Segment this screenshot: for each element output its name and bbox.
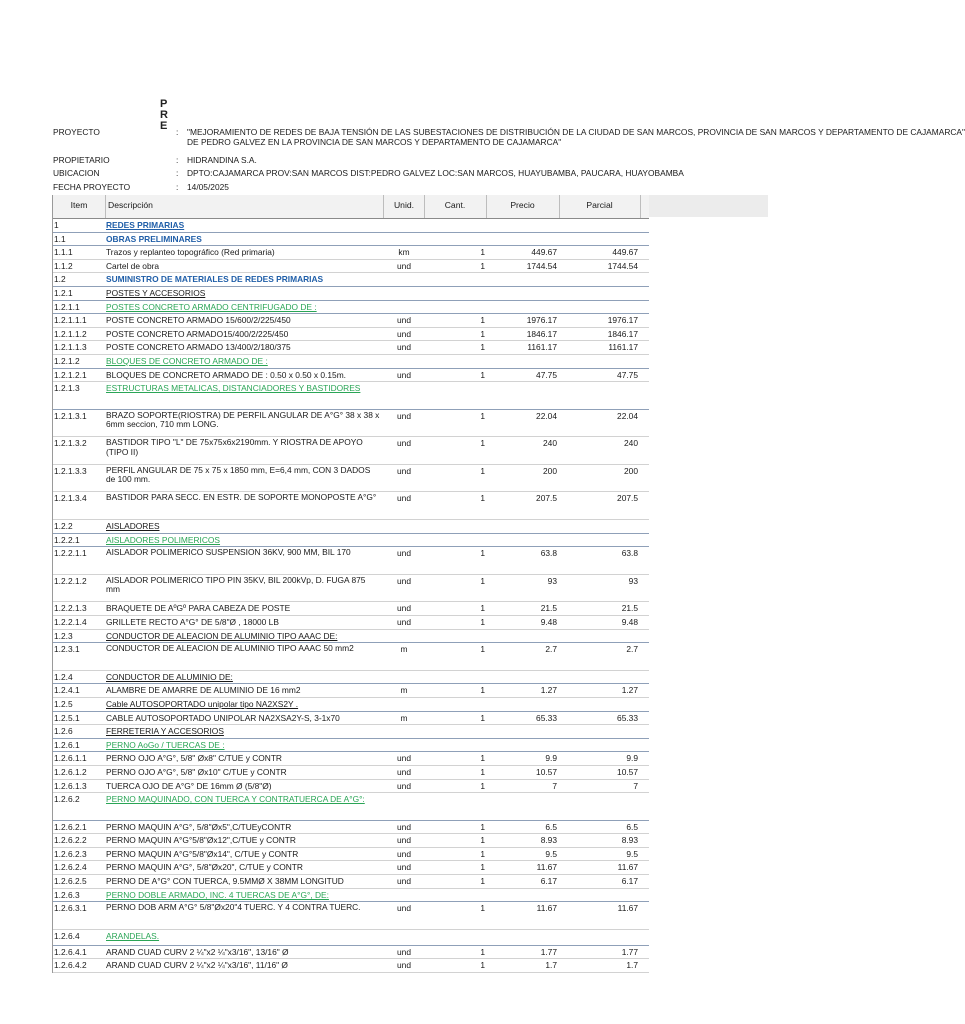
row-partial: 207.5 [617,493,638,504]
row-partial: 200 [624,465,638,476]
row-price: 11.67 [536,862,557,873]
table-row[interactable] [53,219,649,233]
row-item-code: 1.2.1.1.1 [54,315,87,326]
row-partial: 93 [628,575,638,586]
row-description: ARAND CUAD CURV 2 ¼"x2 ¼"x3/16", 11/16" Ø [106,960,288,971]
info-colon: : [176,155,179,165]
table-row[interactable] [53,793,649,821]
row-unit: und [397,780,411,791]
row-quantity: 1 [480,780,485,791]
row-item-code: 1.2.4 [54,671,73,682]
row-description: BLOQUES DE CONCRETO ARMADO DE : [106,355,268,366]
row-description: AISLADOR POLIMERICO TIPO PIN 35KV, BIL 200kVp, D. FUGA 875 mm [106,574,366,595]
row-quantity: 1 [480,548,485,559]
row-item-code: 1.2.6.3 [54,889,80,900]
company-logo [160,98,174,132]
row-item-code: 1.2.2.1.2 [54,575,87,586]
row-unit: und [397,575,411,586]
row-quantity: 1 [480,712,485,723]
table-row[interactable] [53,575,649,603]
table-row[interactable] [53,848,649,862]
budget-table [52,195,649,973]
row-unit: und [397,616,411,627]
row-description: PERNO DE A°G° CON TUERCA, 9.5MMØ X 38MM LONGITUD [106,876,344,887]
row-item-code: 1.2.6.4 [54,930,80,941]
row-quantity: 1 [480,575,485,586]
info-value: HIDRANDINA S.A. [187,155,257,165]
row-quantity: 1 [480,753,485,764]
row-quantity: 1 [480,685,485,696]
table-row[interactable] [53,492,649,520]
row-price: 8.93 [540,835,557,846]
row-item-code: 1.2.6.4.2 [54,960,87,971]
table-row[interactable] [53,698,649,712]
row-quantity: 1 [480,821,485,832]
row-item-code: 1.2.2 [54,521,73,531]
info-value-line2: DE PEDRO GALVEZ EN LA PROVINCIA DE SAN MARCOS Y DEPARTAMENTO DE CAJAMARCA" [187,137,562,147]
info-label: UBICACION [53,168,100,178]
row-item-code: 1.2.1.2.1 [54,369,87,380]
table-row[interactable] [53,410,649,438]
logo-letter: E [160,120,168,132]
row-description: TUERCA OJO DE A°G° DE 16mm Ø (5/8"Ø) [106,780,272,791]
table-row[interactable] [53,602,649,616]
row-quantity: 1 [480,603,485,614]
row-description: PERNO DOBLE ARMADO, INC. 4 TUERCAS DE A°G°, DE: [106,889,329,900]
row-description: SUMINISTRO DE MATERIALES DE REDES PRIMARIAS [106,274,324,285]
row-price: 2.7 [545,644,557,655]
row-item-code: 1.2.6.2.1 [54,821,87,832]
row-unit: und [397,410,411,421]
row-quantity: 1 [480,835,485,846]
row-item-code: 1.2 [54,274,66,285]
row-description: ARAND CUAD CURV 2 ¼"x2 ¼"x3/16", 13/16" Ø [106,946,289,957]
row-description: POSTES Y ACCESORIOS [106,287,206,298]
info-label: PROPIETARIO [53,155,110,165]
row-price: 47.75 [536,369,557,380]
info-colon: : [176,127,179,137]
row-unit: und [397,876,411,887]
table-row[interactable] [53,902,649,930]
row-description: PERNO MAQUINADO, CON TUERCA Y CONTRATUERCA DE A°G°: [106,794,365,805]
row-item-code: 1.2.1.1.3 [54,342,87,353]
table-row[interactable] [53,861,649,875]
header-extension [648,195,768,217]
row-quantity: 1 [480,493,485,504]
row-partial: 7 [633,780,638,791]
row-unit: und [397,848,411,859]
row-description: PERNO OJO A°G°, 5/8" Øx8" C/TUE y CONTR [106,753,282,764]
row-partial: 1161.17 [608,342,638,353]
table-row[interactable] [53,889,649,903]
row-item-code: 1.2.6.2.3 [54,848,87,859]
row-description: PERFIL ANGULAR DE 75 x 75 x 1850 mm, E=6,4 mm, CON 3 DADOS de 100 mm. [106,464,371,485]
row-unit: m [400,685,408,696]
row-price: 93 [547,575,557,586]
row-quantity: 1 [480,616,485,627]
row-unit: und [397,835,411,846]
row-item-code: 1.2.6.2.2 [54,835,87,846]
row-unit: und [397,315,411,326]
table-row[interactable] [53,287,649,301]
info-label: PROYECTO [53,127,100,137]
table-row[interactable] [53,273,649,287]
table-row[interactable] [53,946,649,960]
row-description: CABLE AUTOSOPORTADO UNIPOLAR NA2XSA2Y-S, 3-1x70 [106,712,340,723]
row-partial: 449.67 [612,247,638,258]
row-unit: und [397,342,411,353]
row-price: 22.04 [536,410,557,421]
row-partial: 2.7 [626,644,638,655]
header-descripcion[interactable]: Descripción [105,195,384,218]
row-partial: 6.5 [626,821,638,832]
row-quantity: 1 [480,644,485,655]
row-description: BASTIDOR TIPO "L" DE 75x75x6x2190mm. Y RIOSTRA DE APOYO (TIPO II) [106,437,363,457]
table-row[interactable] [53,260,649,274]
row-price: 9.5 [545,848,557,859]
row-unit: km [398,247,410,258]
row-unit: und [397,821,411,832]
info-value: DPTO:CAJAMARCA PROV:SAN MARCOS DIST:PEDRO GALVEZ LOC:SAN MARCOS, HUAYUBAMBA, PAUCARA, HUAYOBAMBA [187,168,684,178]
row-quantity: 1 [480,247,485,258]
row-item-code: 1.1 [54,233,66,244]
row-unit: und [397,438,411,449]
row-description: BRAZO SOPORTE(RIOSTRA) DE PERFIL ANGULAR DE A°G° 38 x 38 x 6mm seccion, 710 mm LONG. [106,409,380,430]
row-unit: und [397,753,411,764]
row-description: CONDUCTOR DE ALUMINIO DE: [106,671,233,682]
row-partial: 21.5 [621,603,638,614]
row-partial: 6.17 [621,876,638,887]
row-unit: und [397,903,411,914]
row-partial: 11.67 [617,903,638,914]
row-partial: 240 [624,438,638,449]
row-quantity: 1 [480,903,485,914]
row-description: BRAQUETE DE AºGº PARA CABEZA DE POSTE [106,603,291,614]
row-partial: 9.9 [626,753,638,764]
table-row[interactable] [53,834,649,848]
row-unit: und [397,862,411,873]
row-item-code: 1.2.1 [54,287,73,298]
row-price: 1.27 [540,685,557,696]
row-description: PERNO OJO A°G°, 5/8" Øx10" C/TUE y CONTR [106,766,287,777]
row-item-code: 1.2.2.1.3 [54,603,87,614]
table-row[interactable] [53,684,649,698]
row-partial: 47.75 [617,369,638,380]
row-price: 1846.17 [526,328,557,339]
row-item-code: 1.2.6.3.1 [54,903,87,914]
row-quantity: 1 [480,848,485,859]
header-parcial[interactable]: Parcial [559,195,641,218]
row-item-code: 1.2.4.1 [54,685,80,696]
row-item-code: 1.2.1.3 [54,383,80,394]
row-description: PERNO MAQUIN A°G°5/8"Øx12",C/TUE y CONTR [106,835,296,846]
row-description: POSTES CONCRETO ARMADO CENTRIFUGADO DE : [106,301,317,312]
row-partial: 1.27 [621,685,638,696]
table-row[interactable] [53,671,649,685]
row-unit: und [397,465,411,476]
table-row[interactable] [53,301,649,315]
row-unit: m [400,712,408,723]
row-quantity: 1 [480,946,485,957]
row-item-code: 1.2.1.1 [54,301,80,312]
row-item-code: 1.2.1.2 [54,355,80,366]
row-unit: und [397,493,411,504]
row-description: PERNO MAQUIN A°G°, 5/8"Øx20", C/TUE y CONTR [106,862,303,873]
info-value: "MEJORAMIENTO DE REDES DE BAJA TENSIÓN DE LAS SUBESTACIONES DE DISTRIBUCIÓN DE LA CIUDAD DE SAN MARCOS, PROVINCIA DE SAN MARCOS Y DEPARTAMENTO DE CAJAMARCA" [187,127,965,137]
row-quantity: 1 [480,342,485,353]
row-description: CONDUCTOR DE ALEACION DE ALUMINIO TIPO AAAC 50 mm2 [106,643,354,654]
logo-letter: R [160,109,168,121]
row-item-code: 1.2.1.3.4 [54,493,87,504]
row-quantity: 1 [480,260,485,271]
row-description: ALAMBRE DE AMARRE DE ALUMINIO DE 16 mm2 [106,685,301,696]
row-price: 65.33 [536,712,557,723]
table-row[interactable] [53,382,649,410]
row-price: 10.57 [536,766,557,777]
row-item-code: 1.2.6 [54,726,73,737]
row-description: PERNO AoGo / TUERCAS DE : [106,739,225,750]
table-row[interactable] [53,328,649,342]
row-partial: 9.48 [621,616,638,627]
row-price: 6.17 [540,876,557,887]
row-description: PERNO DOB ARM A°G° 5/8"Øx20"4 TUERC. Y 4 CONTRA TUERC. [106,902,361,913]
row-item-code: 1.2.6.1.2 [54,766,87,777]
table-row[interactable] [53,465,649,493]
row-price: 1.77 [540,946,557,957]
row-quantity: 1 [480,766,485,777]
row-price: 9.9 [545,753,557,764]
row-description: OBRAS PRELIMINARES [106,233,202,244]
logo-letter: P [160,98,168,110]
row-description: BASTIDOR PARA SECC. EN ESTR. DE SOPORTE MONOPOSTE A°G° [106,492,377,503]
row-partial: 9.5 [626,848,638,859]
row-item-code: 1.1.1 [54,247,73,258]
row-item-code: 1.2.2.1.4 [54,616,87,627]
row-description: Trazos y replanteo topográfico (Red primaria) [106,247,275,258]
row-price: 240 [543,438,557,449]
row-partial: 65.33 [617,712,638,723]
table-row[interactable] [53,246,649,260]
row-item-code: 1.2.3.1 [54,644,80,655]
row-description: AISLADORES POLIMERICOS [106,534,221,545]
row-description: AISLADOR POLIMERICO SUSPENSION 36KV, 900 MM, BIL 170 [106,547,351,558]
row-item-code: 1.2.1.1.2 [54,328,87,339]
row-description: BLOQUES DE CONCRETO ARMADO DE : 0.50 x 0.50 x 0.15m. [106,369,347,380]
row-unit: und [397,946,411,957]
row-item-code: 1.2.3 [54,630,73,641]
row-item-code: 1.2.1.3.3 [54,465,87,476]
table-row[interactable] [53,752,649,766]
row-item-code: 1.2.2.1 [54,534,80,545]
row-price: 1976.17 [526,315,557,326]
table-row[interactable] [53,616,649,630]
row-price: 1161.17 [527,342,557,353]
row-item-code: 1.2.1.3.1 [54,410,87,421]
row-description: REDES PRIMARIAS [106,220,185,230]
row-item-code: 1.2.6.1.1 [54,753,87,764]
row-description: FERRETERIA Y ACCESORIOS [106,726,224,737]
row-quantity: 1 [480,369,485,380]
row-quantity: 1 [480,876,485,887]
row-item-code: 1.2.6.2 [54,794,80,805]
row-quantity: 1 [480,862,485,873]
row-price: 1.7 [545,960,557,971]
row-partial: 8.93 [621,835,638,846]
table-row[interactable] [53,766,649,780]
table-row[interactable] [53,821,649,835]
row-price: 63.8 [540,548,557,559]
row-partial: 1.77 [621,946,638,957]
table-row[interactable] [53,314,649,328]
table-row[interactable] [53,341,649,355]
row-price: 6.5 [545,821,557,832]
table-row[interactable] [53,630,649,644]
row-description: POSTE CONCRETO ARMADO15/400/2/225/450 [106,328,289,339]
table-row[interactable] [53,959,649,973]
row-partial: 63.8 [621,548,638,559]
header-unid[interactable]: Unid. [384,195,425,218]
row-item-code: 1.2.5 [54,698,73,709]
row-unit: und [397,328,411,339]
row-partial: 1846.17 [607,328,638,339]
row-item-code: 1 [54,220,59,230]
table-row[interactable] [53,534,649,548]
row-item-code: 1.2.6.4.1 [54,946,87,957]
row-item-code: 1.2.6.2.4 [54,862,87,873]
row-quantity: 1 [480,328,485,339]
header-cant[interactable]: Cant. [424,195,487,218]
row-partial: 1976.17 [607,315,638,326]
row-price: 449.67 [531,247,557,258]
row-price: 11.67 [536,903,557,914]
table-row[interactable] [53,875,649,889]
info-colon: : [176,182,179,192]
row-partial: 1744.54 [607,260,638,271]
table-row[interactable] [53,712,649,726]
header-precio[interactable]: Precio [486,195,560,218]
table-row[interactable] [53,369,649,383]
row-quantity: 1 [480,465,485,476]
row-item-code: 1.2.2.1.1 [54,548,87,559]
table-row[interactable] [53,643,649,671]
row-partial: 11.67 [617,862,638,873]
row-description: POSTE CONCRETO ARMADO 15/600/2/225/450 [106,315,291,326]
row-description: AISLADORES [106,521,160,531]
row-description: GRILLETE RECTO A°G° DE 5/8"Ø , 18000 LB [106,616,279,627]
row-unit: und [397,548,411,559]
table-row[interactable] [53,437,649,465]
row-description: PERNO MAQUIN A°G°5/8"Øx14", C/TUE y CONTR [106,848,299,859]
table-header [53,195,649,219]
row-unit: m [400,644,408,655]
row-unit: und [397,369,411,380]
row-description: POSTE CONCRETO ARMADO 13/400/2/180/375 [106,342,291,353]
row-item-code: 1.2.6.2.5 [54,876,87,887]
row-description: Cartel de obra [106,260,160,271]
row-unit: und [397,766,411,777]
row-description: ESTRUCTURAS METALICAS, DISTANCIADORES Y BASTIDORES [106,383,361,394]
row-quantity: 1 [480,960,485,971]
row-price: 200 [543,465,557,476]
row-description: PERNO MAQUIN A°G°, 5/8"Øx5",C/TUEyCONTR [106,821,292,832]
row-item-code: 1.2.1.3.2 [54,438,87,449]
row-description: CONDUCTOR DE ALEACION DE ALUMINIO TIPO AAAC DE: [106,630,338,641]
table-row[interactable] [53,739,649,753]
info-value: 14/05/2025 [187,182,229,192]
table-row[interactable] [53,930,649,946]
row-price: 21.5 [540,603,557,614]
row-item-code: 1.2.5.1 [54,712,80,723]
row-partial: 10.57 [617,766,638,777]
table-row[interactable] [53,725,649,739]
row-description: Cable AUTOSOPORTADO unipolar tipo NA2XS2Y . [106,698,299,709]
header-item[interactable]: Item [53,195,106,218]
row-quantity: 1 [480,315,485,326]
table-row[interactable] [53,780,649,794]
row-partial: 22.04 [617,410,638,421]
row-quantity: 1 [480,438,485,449]
table-row[interactable] [53,547,649,575]
table-body [53,219,649,973]
row-description: ARANDELAS. [106,930,160,941]
info-colon: : [176,168,179,178]
table-row[interactable] [53,520,649,534]
info-label: FECHA PROYECTO [53,182,131,192]
table-row[interactable] [53,355,649,369]
row-price: 7 [552,780,557,791]
row-unit: und [397,260,411,271]
row-unit: und [397,603,411,614]
row-unit: und [397,960,411,971]
row-item-code: 1.2.6.1.3 [54,780,87,791]
row-quantity: 1 [480,410,485,421]
row-price: 9.48 [540,616,557,627]
row-price: 1744.54 [526,260,557,271]
row-item-code: 1.1.2 [54,260,73,271]
row-price: 207.5 [536,493,557,504]
row-item-code: 1.2.6.1 [54,739,80,750]
table-row[interactable] [53,233,649,247]
row-partial: 1.7 [626,960,638,971]
